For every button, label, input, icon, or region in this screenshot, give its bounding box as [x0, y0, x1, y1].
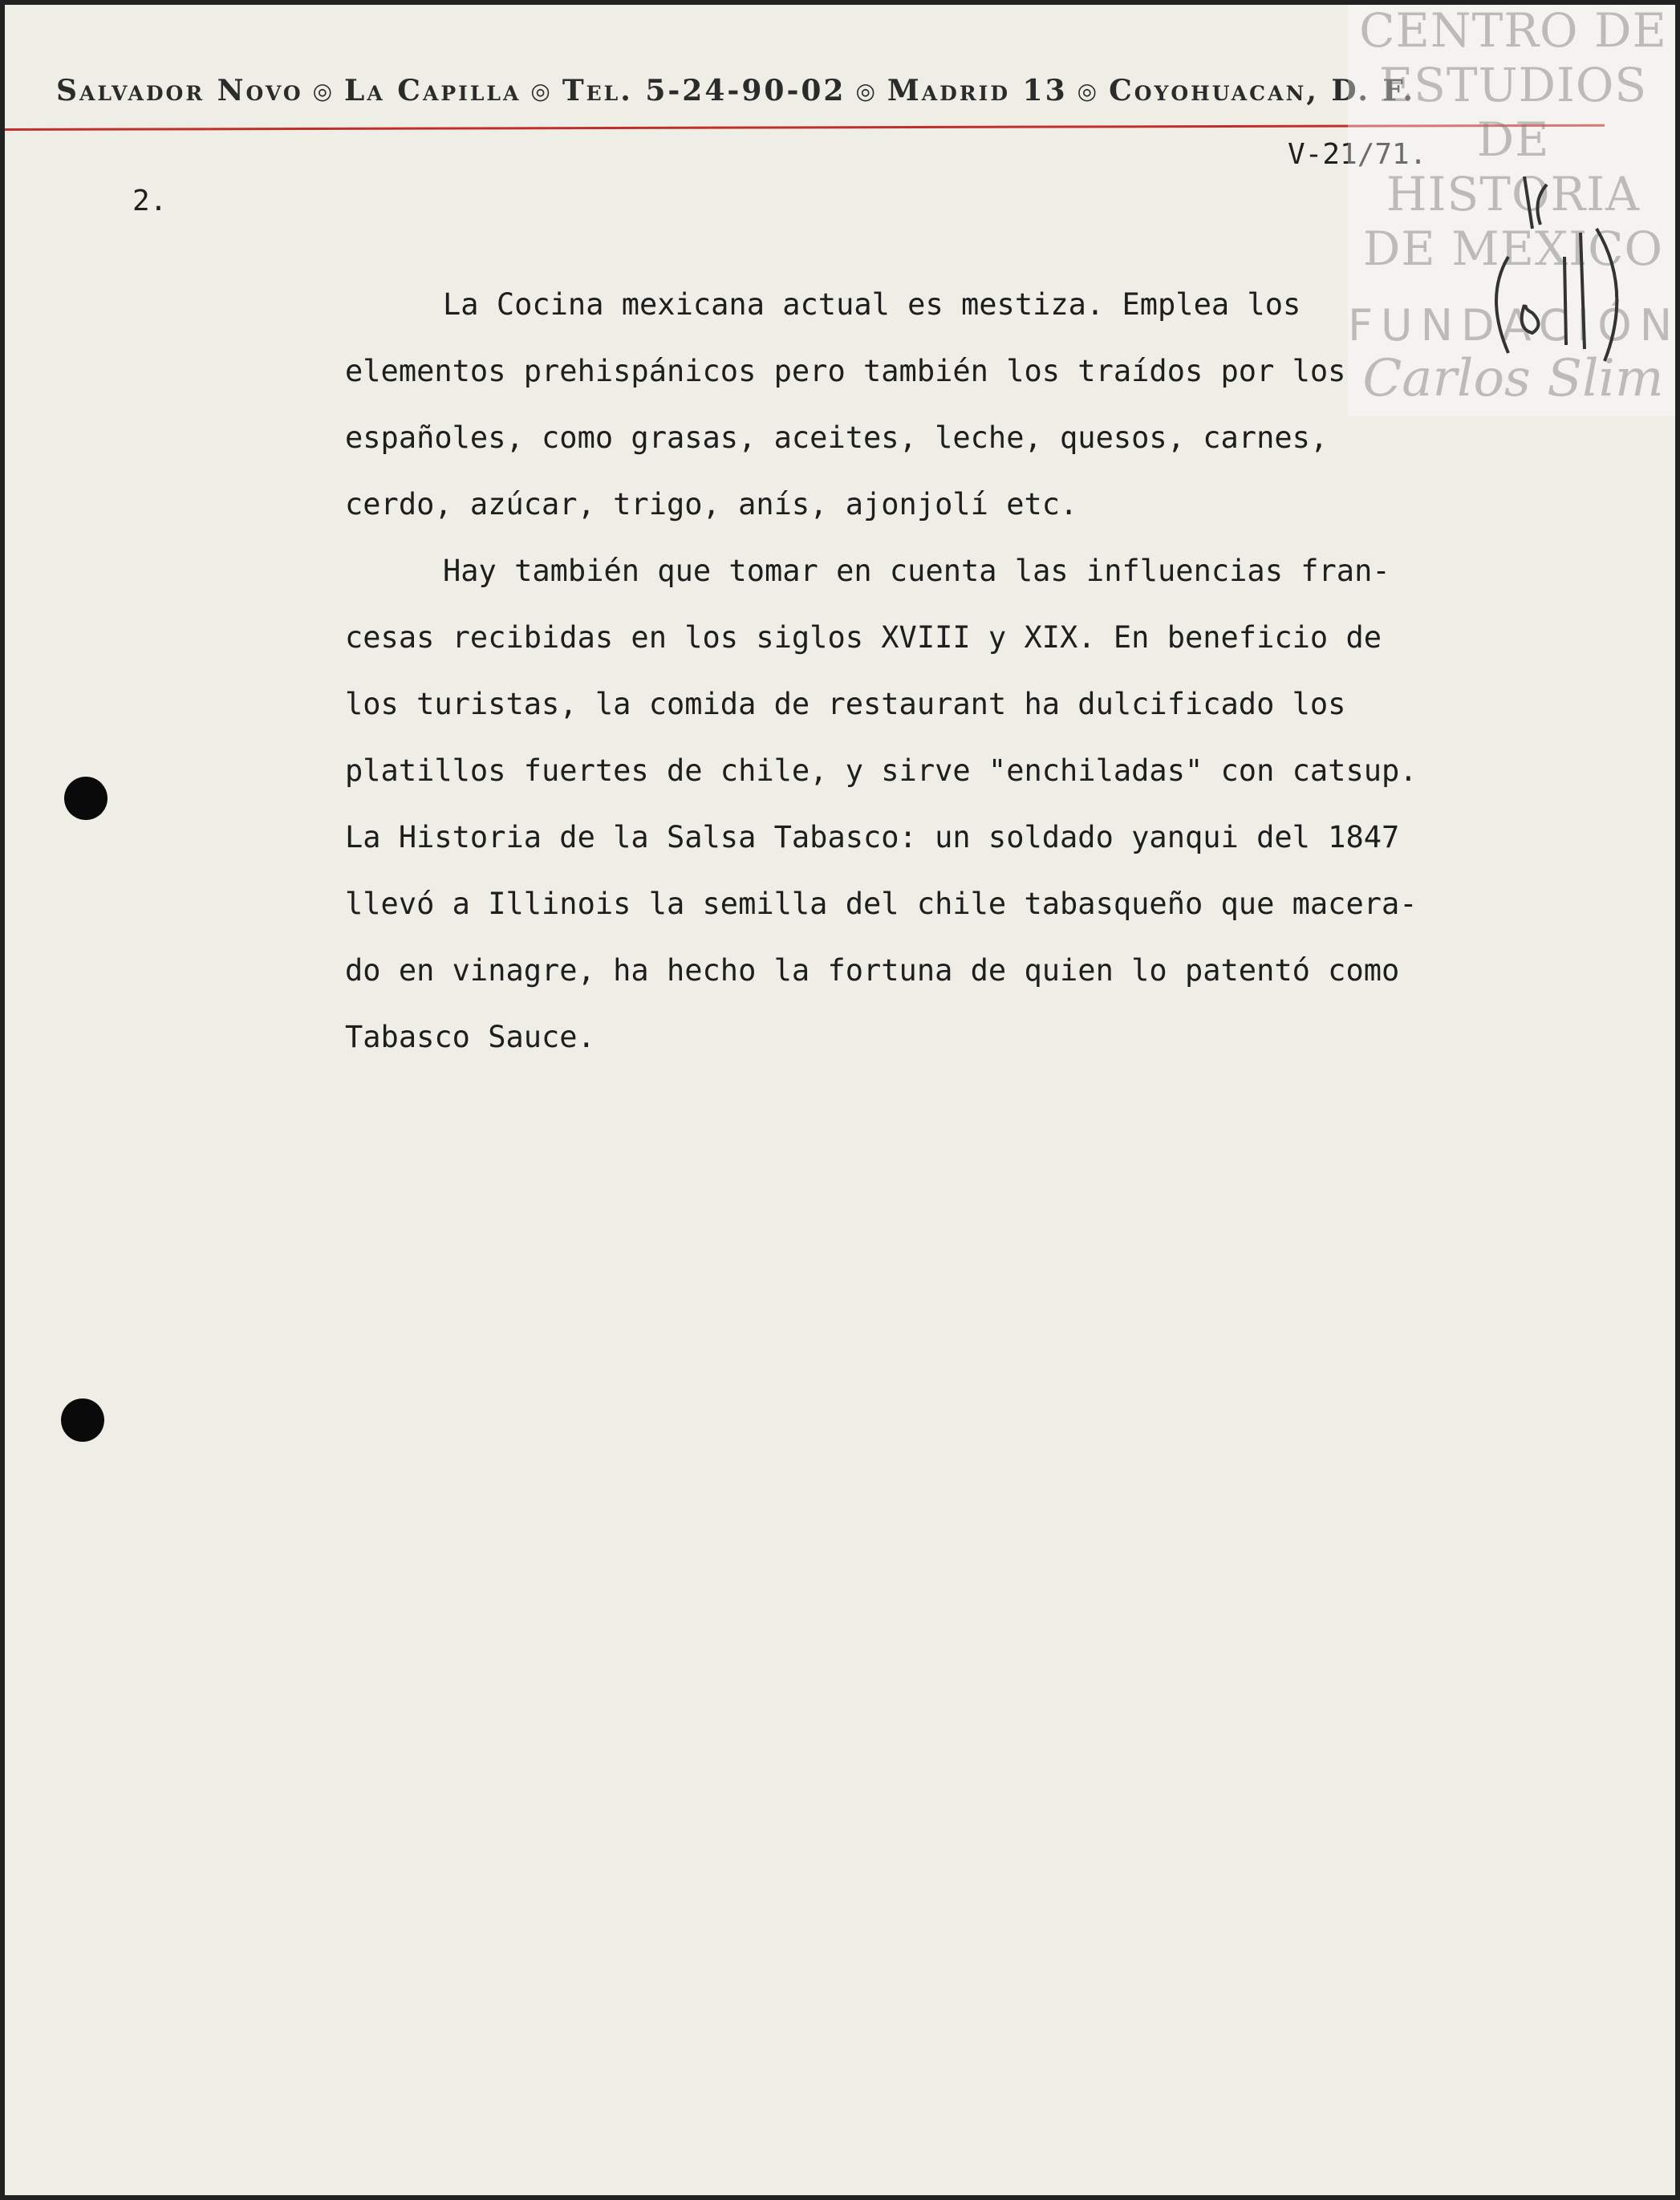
letterhead-city: Coyohuacan, D. F. — [1109, 74, 1415, 108]
watermark-line: DE MEXICO — [1362, 221, 1664, 276]
body-line: La Historia de la Salsa Tabasco: un soldado yanqui del 1847 — [345, 820, 1400, 854]
separator-icon: ◎ — [1077, 78, 1100, 104]
punch-hole — [61, 1398, 104, 1442]
body-line: do en vinagre, ha hecho la fortuna de quien lo patentó como — [345, 953, 1400, 988]
body-line: los turistas, la comida de restaurant ha dulcificado los — [345, 687, 1346, 721]
body-line: La Cocina mexicana actual es mestiza. Emplea los — [443, 287, 1301, 322]
watermark-fundacion: FUNDACIÓN — [1348, 300, 1680, 351]
document-date: V-21/71. — [1288, 138, 1427, 171]
watermark-line: DE HISTORIA — [1386, 112, 1640, 221]
letterhead-name: Salvador Novo — [56, 74, 303, 108]
letterhead-place: La Capilla — [344, 74, 521, 108]
separator-icon: ◎ — [312, 78, 335, 104]
watermark-line: CENTRO DE — [1359, 3, 1667, 58]
punch-hole — [64, 777, 108, 820]
body-line: platillos fuertes de chile, y sirve "enchiladas" con catsup. — [345, 753, 1418, 788]
separator-icon: ◎ — [530, 78, 553, 104]
body-line: cesas recibidas en los siglos XVIII y XIX. En beneficio de — [345, 620, 1382, 655]
body-line: Tabasco Sauce. — [345, 1020, 595, 1054]
watermark-line: ESTUDIOS — [1378, 58, 1648, 112]
watermark-signature: Carlos Slim — [1362, 349, 1664, 408]
page-number: 2. — [132, 185, 168, 217]
archive-watermark — [1348, 3, 1678, 416]
body-line: elementos prehispánicos pero también los traídos por los — [345, 354, 1346, 388]
body-line: llevó a Illinois la semilla del chile tabasqueño que macera- — [345, 887, 1418, 921]
body-line: españoles, como grasas, aceites, leche, quesos, carnes, — [345, 420, 1329, 455]
letterhead-phone: Tel. 5-24-90-02 — [562, 74, 846, 108]
separator-icon: ◎ — [855, 78, 878, 104]
letterhead-street: Madrid 13 — [887, 74, 1068, 108]
body-line: cerdo, azúcar, trigo, anís, ajonjolí etc. — [345, 487, 1078, 522]
body-line: Hay también que tomar en cuenta las influencias fran- — [443, 554, 1390, 588]
